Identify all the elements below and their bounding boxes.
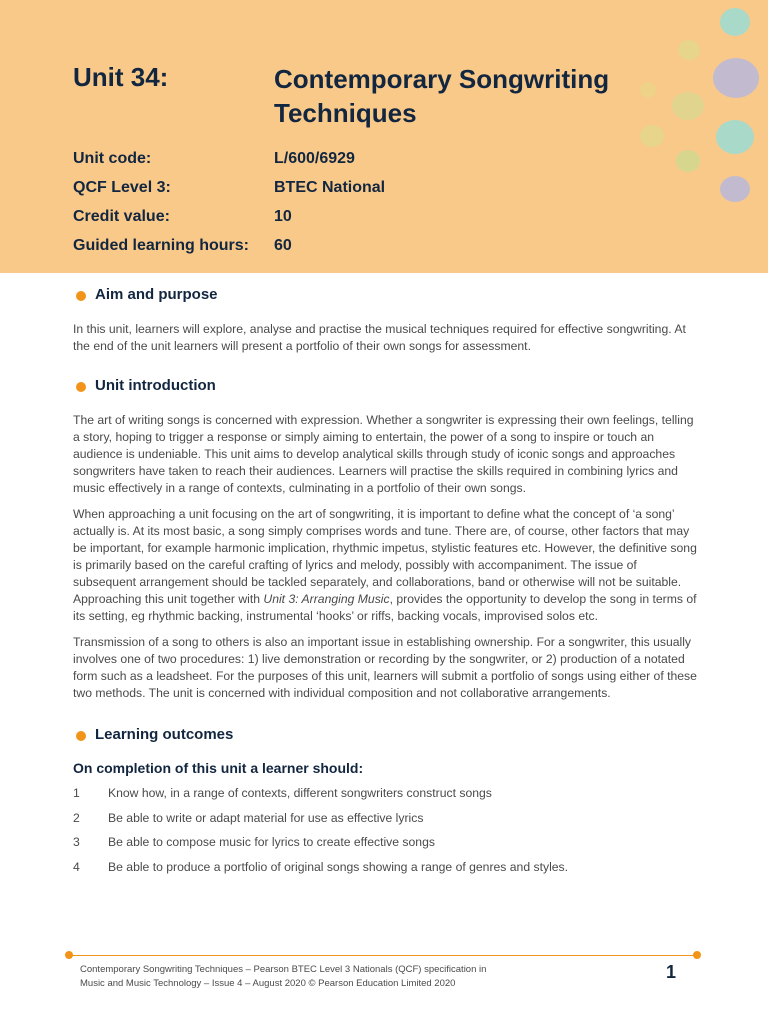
meta-value: L/600/6929 [274,150,355,167]
item-number: 4 [73,859,80,874]
meta-key: QCF Level 3: [73,179,171,196]
decorative-dot [720,176,750,202]
intro-paragraph-2 [73,506,698,625]
intro-paragraph-3: Transmission of a song to others is also an important issue in establishing ownership. For a songwriter, this usually involves one of two procedures: 1) live demonstration or recording by the songwriter, or 2) production of a notated form such as a leadsheet. For the purposes of this unit, learners will submit a portfolio of songs using either of these two methods. The unit is concerned with individual composition and not collaborative arrangements. [73,635,697,700]
section-heading-text: Unit introduction [95,377,216,394]
item-text: Be able to write or adapt material for use as effective lyrics [108,810,424,825]
list-item [73,859,698,884]
section-heading-intro [73,375,698,397]
list-item [73,810,698,835]
list-item [73,785,698,810]
item-text: Be able to produce a portfolio of original songs showing a range of genres and styles. [108,859,569,874]
meta-key: Unit code: [73,150,152,167]
footer-line-2: Music and Music Technology – Issue 4 – August 2020 © Pearson Education Limited 2020 [80,978,456,989]
bullet-icon [76,291,86,301]
section-heading-text: Learning outcomes [95,726,234,743]
decorative-dot [716,120,754,154]
footer-text [80,963,550,991]
page-number: 1 [665,962,676,982]
text-run: , provides the opportunity to develop the song in terms of its setting, eg rhythmic backing, instrumental ‘hooks’ or riffs, backing vocals, improvised solos etc. [73,592,697,623]
footer-line-1: Contemporary Songwriting Techniques – Pearson BTEC Level 3 Nationals (QCF) specification in [80,964,487,975]
section-heading-text: Aim and purpose [95,286,218,303]
item-text: Be able to compose music for lyrics to create effective songs [108,835,435,849]
item-text: Know how, in a range of contexts, different songwriters construct songs [108,786,492,800]
section-heading-outcomes [73,724,698,746]
bullet-icon [76,382,86,392]
item-number: 2 [73,810,80,825]
footer-dot-right [693,951,701,959]
footer-dot-left [65,951,73,959]
item-number: 3 [73,835,80,849]
meta-value: 10 [274,208,292,225]
section-heading-aim [73,284,698,306]
decorative-dot [720,8,750,36]
header-band [0,0,768,273]
decorative-dot [676,150,700,172]
unit-title: Contemporary Songwriting Techniques [274,64,610,128]
outcomes-subheading: On completion of this unit a learner should: [73,760,364,776]
decorative-dot [713,58,759,98]
meta-value: BTEC National [274,179,386,196]
footer-divider [69,955,699,956]
item-number: 1 [73,786,80,800]
meta-key: Guided learning hours: [73,237,250,254]
unit-reference: Unit 3: Arranging Music [263,592,390,606]
outcomes-list [73,785,698,883]
intro-paragraph-1: The art of writing songs is concerned with expression. Whether a songwriter is expressing their own feelings, telling a story, hoping to trigger a response or simply aiming to entertain, the power of a song to inspire or touch an audience is undeniable. This unit aims to develop analytical skills through study of iconic songs and approaches songwriters have taken to reach their audiences. Learners will practise the skills required in combining lyrics and music effectively in a range of contexts, culminating in a portfolio of their own songs. [73,413,694,495]
decorative-dot [672,92,704,120]
main-content [73,284,698,883]
meta-value: 60 [274,237,292,254]
list-item [73,834,698,859]
meta-key: Credit value: [73,208,170,225]
text-run: When approaching a unit focusing on the art of songwriting, it is important to define what the concept of ‘a song’ actually is. At its most basic, a song simply comprises words and tune. There are, of course, other factors that may be important, for example harmonic implication, rhythmic impetus, stylistic features etc. However, the definitive song is primarily based on the careful crafting of lyrics and melody, possibly with accompaniment. The issue of subsequent arrangement should be tackled separately, and collaborations, band or otherwise will not be suitable. Approaching this unit together with [73,507,697,606]
decorative-dot [678,40,700,60]
bullet-icon [76,731,86,741]
aim-paragraph: In this unit, learners will explore, analyse and practise the musical techniques required for effective songwriting. At the end of the unit learners will present a portfolio of their own songs for assessment. [73,322,686,353]
unit-number: Unit 34: [73,62,169,92]
